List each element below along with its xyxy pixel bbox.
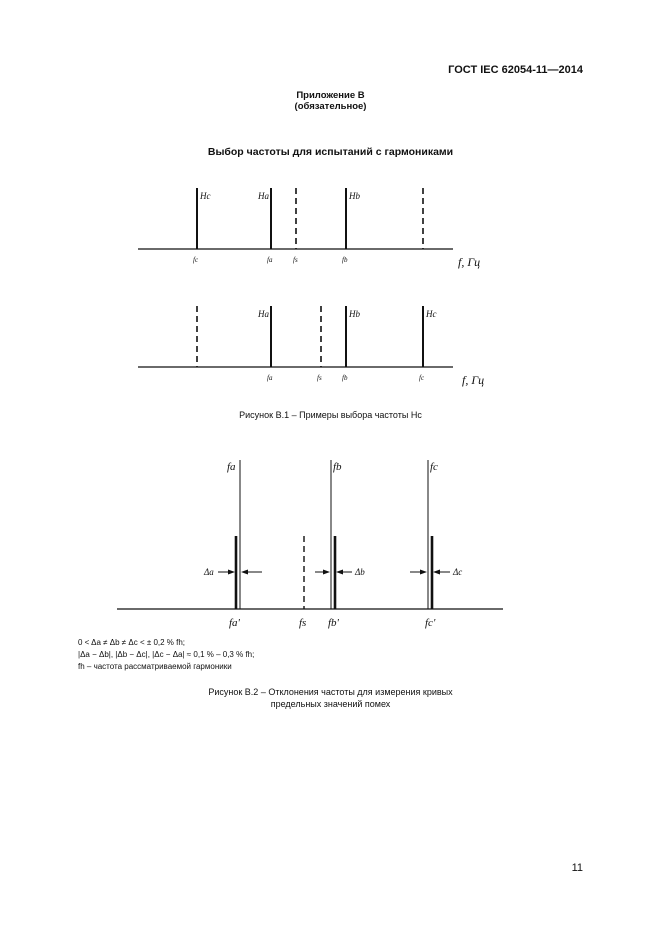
annex-status: (обязательное) (294, 101, 367, 112)
fig1-top-label-hb: Hb (349, 191, 360, 201)
fig2-arrowhead-a-right (241, 570, 248, 575)
fig2-top-label-fa: fa (227, 461, 236, 473)
fig1-bottom-axis-fa: fa (267, 374, 273, 382)
note-line-3: fh – частота рассматриваемой гармоники (78, 662, 232, 671)
fig2-arrowhead-c-right (433, 570, 440, 575)
figure-2-notes (78, 637, 254, 673)
fig1-bottom-label-ha: Ha (258, 309, 269, 319)
fig1-top-axis-fb: fb (342, 256, 348, 264)
standard-header: ГОСТ IEC 62054-11—2014 (448, 64, 583, 76)
fig2-delta-c: Δc (453, 567, 463, 577)
fig2-bottom-label-fa: fa' (229, 617, 240, 629)
fig1-bottom-axis-fb: fb (342, 374, 348, 382)
page-number: 11 (571, 862, 583, 874)
fig2-top-label-fc: fc (430, 461, 438, 473)
fig2-bottom-label-fs: fs (299, 617, 307, 629)
fig1-top-axis-fa: fa (267, 256, 273, 264)
fig2-arrowhead-c-left (420, 570, 427, 575)
fig2-delta-a: Δa (204, 567, 214, 577)
fig2-arrowhead-a-left (228, 570, 235, 575)
fig2-top-label-fb: fb (333, 461, 342, 473)
note-line-2: |Δa − Δb|, |Δb − Δc|, |Δc − Δa| ≈ 0,1 % – 0,3 % fh; (78, 650, 255, 659)
figure-2-caption-line-1: Рисунок В.2 – Отклонения частоты для измерения кривых (208, 687, 453, 697)
fig1-bottom-axis-fc: fc (419, 374, 425, 382)
figure-1-caption: Рисунок В.1 – Примеры выбора частоты Hc (239, 410, 422, 420)
section-title: Выбор частоты для испытаний с гармониками (207, 146, 454, 158)
fig1-bottom-label-hb: Hb (349, 309, 360, 319)
note-line-1: 0 < Δa ≠ Δb ≠ Δc < ± 0,2 % fh; (78, 638, 186, 647)
annex-title: Приложение В (296, 90, 365, 101)
fig1-bottom-axis-fs: fs (317, 374, 322, 382)
fig1-top-label-ha: Ha (258, 191, 269, 201)
fig2-bottom-label-fb: fb' (328, 617, 339, 629)
fig2-arrowhead-b-right (336, 570, 343, 575)
fig2-bottom-label-fc: fc' (425, 617, 436, 629)
figure-2-caption-line-2: предельных значений помех (270, 699, 391, 709)
fig1-bottom-axis-unit: f, Гц (462, 373, 485, 387)
fig2-delta-b: Δb (355, 567, 365, 577)
fig1-top-axis-unit: f, Гц (458, 255, 481, 269)
fig1-bottom-label-hc: Hc (426, 309, 437, 319)
fig1-top-axis-fs: fs (293, 256, 298, 264)
fig2-arrowhead-b-left (323, 570, 330, 575)
fig1-top-axis-fc: fc (193, 256, 199, 264)
fig1-top-label-hc: Hc (200, 191, 211, 201)
